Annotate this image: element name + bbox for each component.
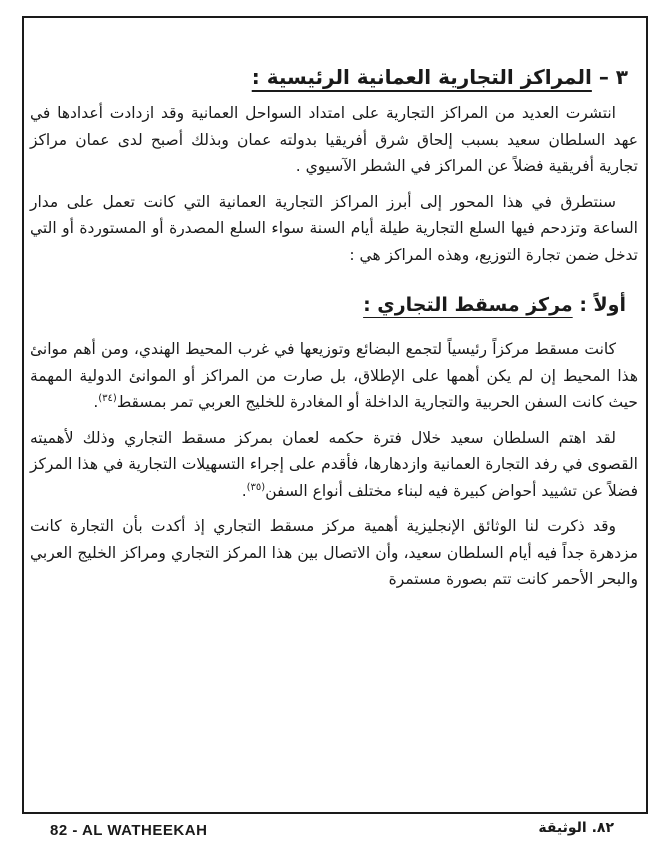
paragraph-text: كانت مسقط مركزاً رئيسياً لتجمع البضائع وتوزيعها في غرب المحيط الهندي، ومن أهم موانئ هذا المحيط إن لم يكن أهمها على الإطلاق، بل صارت من المراكز أو الموانئ الدولية المهمة حيث كانت السفن الحربية والتجارية الداخلة أو المغادرة للخليج العربي تمر بمسقط bbox=[30, 340, 638, 411]
article-body bbox=[30, 62, 638, 602]
intro-paragraph-1: انتشرت العديد من المراكز التجارية على امتداد السواحل العمانية وقد ازدادت أعدادها في عهد السلطان سعيد بسبب إلحاق شرق أفريقيا بدولته عمان وبذلك أصبح لدى عمان مراكز تجارية أفريقية فضلاً عن المراكز في الشطر الآسيوي . bbox=[30, 104, 638, 175]
footnote-reference: (٣٥) bbox=[246, 481, 266, 493]
footer-page-label-latin: 82 - AL WATHEEKAH bbox=[50, 822, 208, 839]
subsection-heading bbox=[30, 290, 626, 320]
subsection-number: أولاً : bbox=[579, 294, 626, 316]
paragraph-text: وقد ذكرت لنا الوثائق الإنجليزية أهمية مركز مسقط التجاري إذ أكدت بأن التجارة كانت مزدهرة جداً فيه أيام السلطان سعيد، وأن الاتصال بين هذا المركز التجاري ومراكز الخليج العربي والبحر الأحمر كانت تتم بصورة مستمرة bbox=[30, 517, 638, 588]
muscat-paragraph-1 bbox=[30, 336, 638, 416]
section-heading bbox=[30, 62, 628, 92]
section-title: المراكز التجارية العمانية الرئيسية : bbox=[251, 65, 592, 89]
paragraph-end: . bbox=[241, 481, 247, 500]
muscat-paragraph-3 bbox=[30, 513, 638, 593]
footnote-reference: (٣٤) bbox=[98, 392, 117, 404]
page-footer bbox=[22, 820, 648, 844]
section-number: ٣ – bbox=[598, 65, 628, 89]
footer-page-label-arabic: ٨٢. الوثيقة bbox=[538, 820, 614, 836]
subsection-title: مركز مسقط التجاري : bbox=[363, 294, 573, 316]
muscat-paragraph-2 bbox=[30, 425, 638, 505]
intro-paragraph-2: سنتطرق في هذا المحور إلى أبرز المراكز التجارية العمانية التي كانت تعمل على مدار الساعة وتزدحم فيها السلع التجارية طيلة أيام السنة سواء السلع المصدرة أو المستوردة أو التي تدخل ضمن تجارة التوزيع، وهذه المراكز هي : bbox=[30, 192, 638, 264]
paragraph-text: لقد اهتم السلطان سعيد خلال فترة حكمه لعمان بمركز مسقط التجاري وذلك لأهميته القصوى في رفد التجارة العمانية وازدهارها، فأقدم على إجراء التسهيلات التجارية في هذا المركز فضلاً عن تشييد أحواض كبيرة فيه لبناء مختلف أنواع السفن bbox=[30, 428, 638, 500]
paragraph-end: . bbox=[93, 393, 99, 411]
